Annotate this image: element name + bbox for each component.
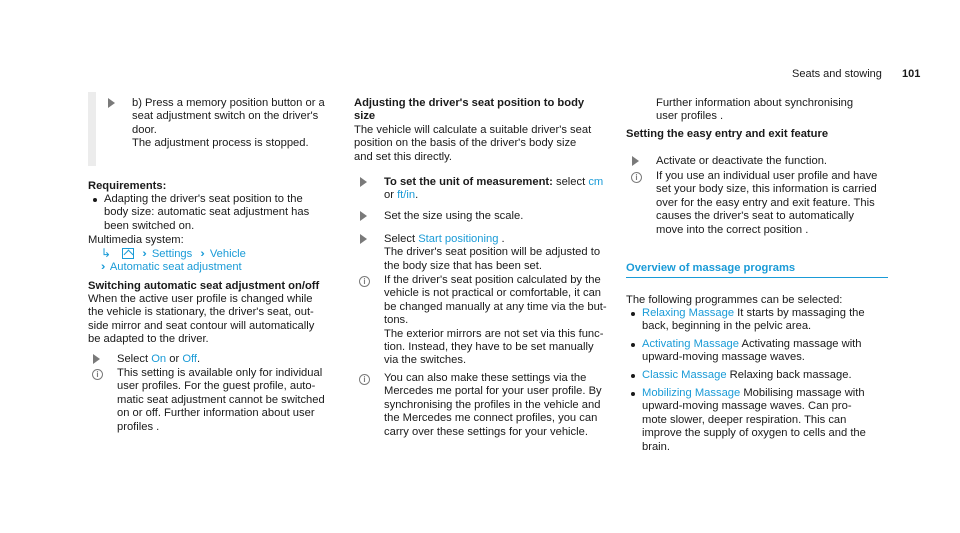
menu-path-2	[101, 261, 242, 274]
text-line: position on the basis of the driver's body size	[354, 137, 577, 150]
text-line: upward-moving massage waves. Can pro-	[642, 400, 852, 413]
ftin-option[interactable]: ft/in	[397, 189, 416, 202]
text: Activate or deactivate the function.	[656, 155, 828, 167]
home-icon[interactable]	[122, 248, 134, 259]
info-icon: i	[631, 172, 642, 183]
program-item	[642, 338, 892, 365]
vehicle-link[interactable]: Vehicle	[209, 248, 246, 260]
note-text	[384, 274, 624, 368]
requirements-heading: Requirements:	[88, 180, 167, 192]
text-line: If the driver's seat position calculated by the	[384, 274, 601, 286]
text-line: via the switches.	[384, 354, 467, 367]
text-line: the Mercedes me connect profiles, you can	[384, 412, 598, 425]
adjust-heading	[354, 97, 624, 124]
note-text	[384, 372, 624, 439]
arrow-step-icon	[632, 156, 639, 166]
arrow-step-icon	[360, 211, 367, 221]
heading-rule	[626, 277, 888, 278]
page-number: 101	[902, 68, 921, 80]
text-line: door.	[132, 123, 157, 136]
text-line: Mercedes me portal for your user profile. By	[384, 385, 602, 398]
text-line: mote slower, deeper respiration. This can	[642, 413, 847, 426]
text-line: user profiles .	[656, 110, 724, 123]
text-line: been switched on.	[104, 219, 195, 232]
text-line: causes the driver's seat to automatically	[656, 210, 855, 223]
text-line: brain.	[642, 440, 670, 453]
double-chevron-icon: ››	[101, 261, 103, 273]
further-info	[656, 97, 896, 124]
text: .	[197, 353, 201, 365]
text-line: on or off. Further information about user	[117, 407, 315, 420]
text-line: user profiles. For the guest profile, auto-	[117, 380, 316, 393]
text-line: Adjusting the driver's seat position to body	[354, 97, 585, 109]
arrow-step-icon	[360, 177, 367, 187]
text-line: If you use an individual user profile and have	[656, 170, 878, 182]
bullet	[93, 198, 97, 202]
switch-heading: Switching automatic seat adjustment on/off	[88, 280, 320, 292]
bullet	[631, 374, 635, 378]
arrow-step-icon	[108, 98, 115, 108]
text-line: Adapting the driver's seat position to the	[104, 193, 303, 205]
text: or	[384, 189, 398, 202]
note-text	[656, 170, 896, 237]
multimedia-label: Multimedia system:	[88, 234, 184, 246]
program-item	[642, 307, 892, 334]
text-line: vehicle is not practical or comfortable, it can	[384, 287, 602, 300]
easy-entry-heading: Setting the easy entry and exit feature	[626, 128, 829, 140]
text-line: over for the easy entry and exit feature. This	[656, 196, 875, 209]
text-line: improve the supply of oxygen to cells and the	[642, 427, 866, 440]
text-line: the vehicle is stationary, the driver's seat, out-	[88, 306, 314, 319]
text: Mobilising massage with	[740, 387, 865, 399]
bullet	[631, 392, 635, 396]
text: or	[166, 353, 183, 365]
text-line: move into the correct position .	[656, 223, 809, 236]
text: Set the size using the scale.	[384, 210, 524, 222]
text-line: set your body size, this information is carried	[656, 183, 877, 196]
double-chevron-icon: ››	[142, 248, 144, 260]
text-line: The vehicle will calculate a suitable driver's seat	[354, 124, 592, 136]
auto-seat-link[interactable]: Automatic seat adjustment	[109, 261, 242, 273]
note-text	[117, 367, 352, 434]
result-line: The adjustment process is stopped.	[132, 137, 309, 150]
text-line: upward-moving massage waves.	[642, 351, 805, 364]
arrow-step-icon	[360, 234, 367, 244]
bullet	[631, 312, 635, 316]
running-header	[792, 68, 920, 81]
cm-option[interactable]: cm	[588, 176, 604, 188]
program-item	[642, 387, 892, 454]
info-icon: i	[92, 369, 103, 380]
overview-intro: The following programmes can be selected:	[626, 294, 843, 306]
text: Relaxing back massage.	[726, 369, 852, 381]
double-chevron-icon: ››	[200, 248, 202, 260]
switch-text	[88, 293, 353, 347]
adjust-intro	[354, 124, 624, 164]
text-line: size	[354, 110, 376, 123]
path-arrow-icon: ↳	[101, 246, 112, 260]
text: Select	[384, 233, 419, 245]
text: .	[415, 189, 419, 202]
text: Activating massage with	[739, 338, 862, 350]
text-line: synchronising the profiles in the vehicle and	[384, 398, 601, 411]
text-line: the body size that has been set.	[384, 259, 542, 272]
text-line: be changed manually at any time via the but-	[384, 300, 607, 313]
requirements-text	[104, 193, 354, 233]
text-line: matic seat adjustment cannot be switched	[117, 393, 325, 406]
text-line: profiles .	[117, 420, 160, 433]
text-line: When the active user profile is changed while	[88, 293, 313, 305]
text-line: tion. Instead, they have to be set manually	[384, 341, 594, 354]
mobilizing-massage-link[interactable]: Mobilizing Massage	[642, 387, 741, 399]
text: To set the unit of measurement:	[384, 176, 553, 188]
text-line: The driver's seat position will be adjusted to	[384, 246, 601, 259]
text-line: body size: automatic seat adjustment has	[104, 206, 310, 219]
text-line: carry over these settings for your vehicle.	[384, 425, 588, 438]
bullet	[631, 343, 635, 347]
start-positioning-link[interactable]: Start positioning	[418, 233, 499, 245]
text-line: back, beginning in the pelvic area.	[642, 320, 812, 333]
program-item	[642, 369, 892, 382]
instruction-box-bar	[88, 92, 96, 166]
text-line: be adapted to the driver.	[88, 333, 209, 346]
text: .	[498, 233, 505, 245]
activating-massage-link[interactable]: Activating Massage	[642, 338, 740, 350]
text-line: seat adjustment switch on the driver's	[132, 110, 319, 123]
overview-heading: Overview of massage programs	[626, 262, 796, 274]
text-line: tons.	[384, 314, 409, 327]
info-icon: i	[359, 374, 370, 385]
relaxing-massage-link[interactable]: Relaxing Massage	[642, 307, 735, 319]
text-line: Further information about synchronising	[656, 97, 854, 109]
classic-massage-link[interactable]: Classic Massage	[642, 369, 727, 381]
menu-path	[101, 247, 246, 261]
text-line: and set this directly.	[354, 150, 453, 163]
text: select	[552, 176, 589, 188]
text-line: b) Press a memory position button or a	[132, 97, 325, 109]
text: It starts by massaging the	[734, 307, 865, 319]
text-line: side mirror and seat contour will automatically	[88, 319, 315, 332]
off-option[interactable]: Off	[182, 353, 198, 365]
section-title: Seats and stowing	[792, 68, 882, 80]
info-icon: i	[359, 276, 370, 287]
text-line: This setting is available only for individual	[117, 367, 323, 379]
settings-link[interactable]: Settings	[151, 248, 193, 260]
on-option[interactable]: On	[151, 353, 167, 365]
text: Select	[117, 353, 152, 365]
text-line: The exterior mirrors are not set via this func-	[384, 327, 604, 340]
arrow-step-icon	[93, 354, 100, 364]
text-line: You can also make these settings via the	[384, 372, 587, 384]
